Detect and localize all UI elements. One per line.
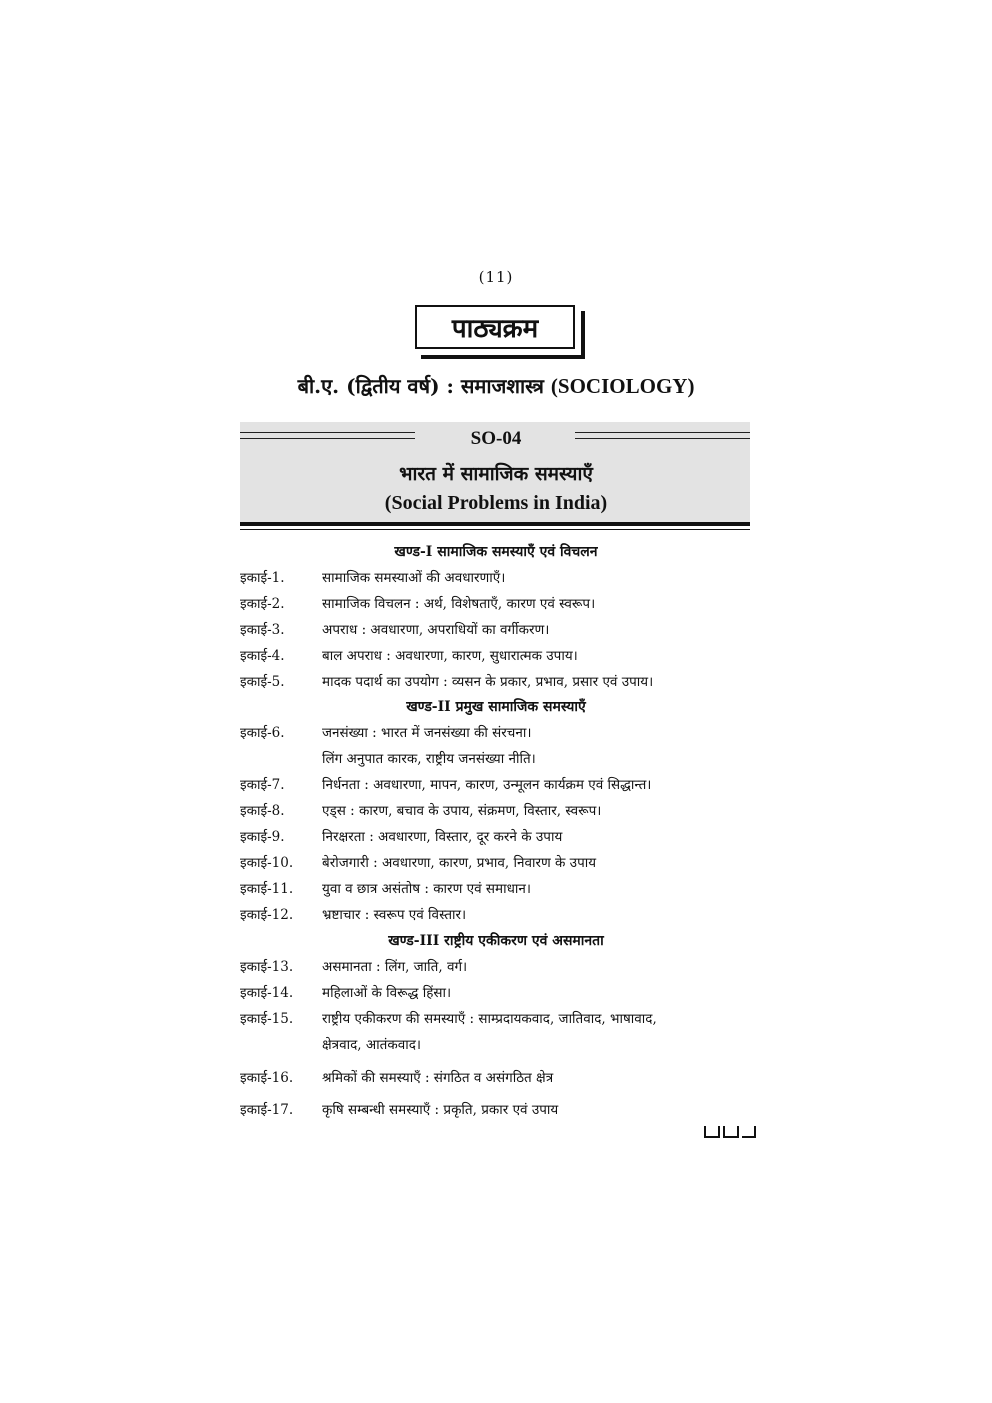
unit-description: भ्रष्टाचार : स्वरूप एवं विस्तार। [322, 907, 467, 923]
unit-description: महिलाओं के विरूद्ध हिंसा। [322, 985, 452, 1001]
unit-number: इकाई-12. [240, 907, 294, 923]
course-title-english: (SOCIOLOGY) [550, 374, 695, 398]
unit-row [240, 672, 760, 694]
unit-row [240, 905, 760, 927]
header-bottom-rule [240, 522, 750, 526]
unit-description: एड्स : कारण, बचाव के उपाय, संक्रमण, विस्तार, स्वरूप। [322, 803, 602, 819]
unit-description: सामाजिक समस्याओं की अवधारणाएँ। [322, 570, 506, 586]
unit-row [240, 1009, 760, 1053]
unit-number: इकाई-3. [240, 622, 285, 638]
unit-description: कृषि सम्बन्धी समस्याएँ : प्रकृति, प्रकार एवं उपाय [322, 1102, 559, 1118]
unit-number: इकाई-11. [240, 881, 294, 897]
section-heading: खण्ड-I सामाजिक समस्याएँ एवं विचलन [394, 544, 598, 560]
paper-title-hindi: भारत में सामाजिक समस्याएँ [399, 463, 593, 485]
unit-number: इकाई-17. [240, 1102, 294, 1118]
section-heading: खण्ड-III राष्ट्रीय एकीकरण एवं असमानता [388, 933, 604, 949]
unit-number: इकाई-4. [240, 648, 285, 664]
unit-description: जनसंख्या : भारत में जनसंख्या की संरचना। [322, 725, 532, 741]
unit-number: इकाई-7. [240, 777, 285, 793]
unit-number: इकाई-6. [240, 725, 285, 741]
end-of-section-mark [704, 1126, 756, 1138]
unit-row [240, 646, 760, 668]
header-bottom-thin-rule [240, 529, 750, 530]
unit-row [240, 1068, 760, 1090]
unit-row [240, 879, 760, 901]
unit-description: असमानता : लिंग, जाति, वर्ग। [322, 959, 468, 975]
unit-number: इकाई-5. [240, 674, 285, 690]
unit-number: इकाई-13. [240, 959, 294, 975]
unit-description: युवा व छात्र असंतोष : कारण एवं समाधान। [322, 881, 531, 897]
section-heading: खण्ड-II प्रमुख सामाजिक समस्याएँ [406, 699, 586, 715]
unit-row [240, 827, 760, 849]
end-mark-glyph [742, 1126, 756, 1138]
unit-row [240, 853, 760, 875]
end-mark-glyph [704, 1126, 720, 1138]
unit-number: इकाई-15. [240, 1011, 294, 1027]
unit-number: इकाई-10. [240, 855, 294, 871]
unit-description: क्षेत्रवाद, आतंकवाद। [322, 1037, 422, 1053]
unit-description: अपराध : अवधारणा, अपराधियों का वर्गीकरण। [322, 622, 550, 638]
page-number: (11) [478, 268, 514, 286]
unit-row [240, 723, 760, 767]
unit-number: इकाई-2. [240, 596, 285, 612]
unit-description: बाल अपराध : अवधारणा, कारण, सुधारात्मक उपाय। [322, 648, 578, 664]
syllabus-heading: पाठ्यक्रम [415, 305, 575, 349]
unit-number: इकाई-14. [240, 985, 294, 1001]
unit-description: लिंग अनुपात कारक, राष्ट्रीय जनसंख्या नीति। [322, 751, 536, 767]
unit-description: बेरोजगारी : अवधारणा, कारण, प्रभाव, निवारण के उपाय [322, 855, 597, 871]
unit-description: निरक्षरता : अवधारणा, विस्तार, दूर करने के उपाय [322, 829, 563, 845]
unit-row [240, 1100, 760, 1122]
unit-number: इकाई-9. [240, 829, 285, 845]
unit-description: राष्ट्रीय एकीकरण की समस्याएँ : साम्प्रदायकवाद, जातिवाद, भाषावाद, [322, 1011, 657, 1027]
unit-row [240, 594, 760, 616]
paper-code: SO-04 [470, 428, 522, 449]
syllabus-heading-box [415, 305, 585, 357]
unit-row [240, 983, 760, 1005]
unit-description: निर्धनता : अवधारणा, मापन, कारण, उन्मूलन कार्यक्रम एवं सिद्धान्त। [322, 777, 652, 793]
unit-number: इकाई-1. [240, 570, 285, 586]
end-mark-glyph [723, 1126, 739, 1138]
unit-description: सामाजिक विचलन : अर्थ, विशेषताएँ, कारण एवं स्वरूप। [322, 596, 596, 612]
unit-row [240, 957, 760, 979]
unit-description: श्रमिकों की समस्याएँ : संगठित व असंगठित क्षेत्र [322, 1070, 554, 1086]
paper-title-english: (Social Problems in India) [384, 492, 608, 514]
unit-row [240, 620, 760, 642]
course-title [0, 372, 992, 399]
unit-row [240, 775, 760, 797]
unit-row [240, 568, 760, 590]
unit-row [240, 801, 760, 823]
course-title-hindi: बी.ए. (द्वितीय वर्ष) : समाजशास्त्र [297, 374, 544, 398]
unit-number: इकाई-16. [240, 1070, 294, 1086]
unit-number: इकाई-8. [240, 803, 285, 819]
unit-description: मादक पदार्थ का उपयोग : व्यसन के प्रकार, प्रभाव, प्रसार एवं उपाय। [322, 674, 654, 690]
